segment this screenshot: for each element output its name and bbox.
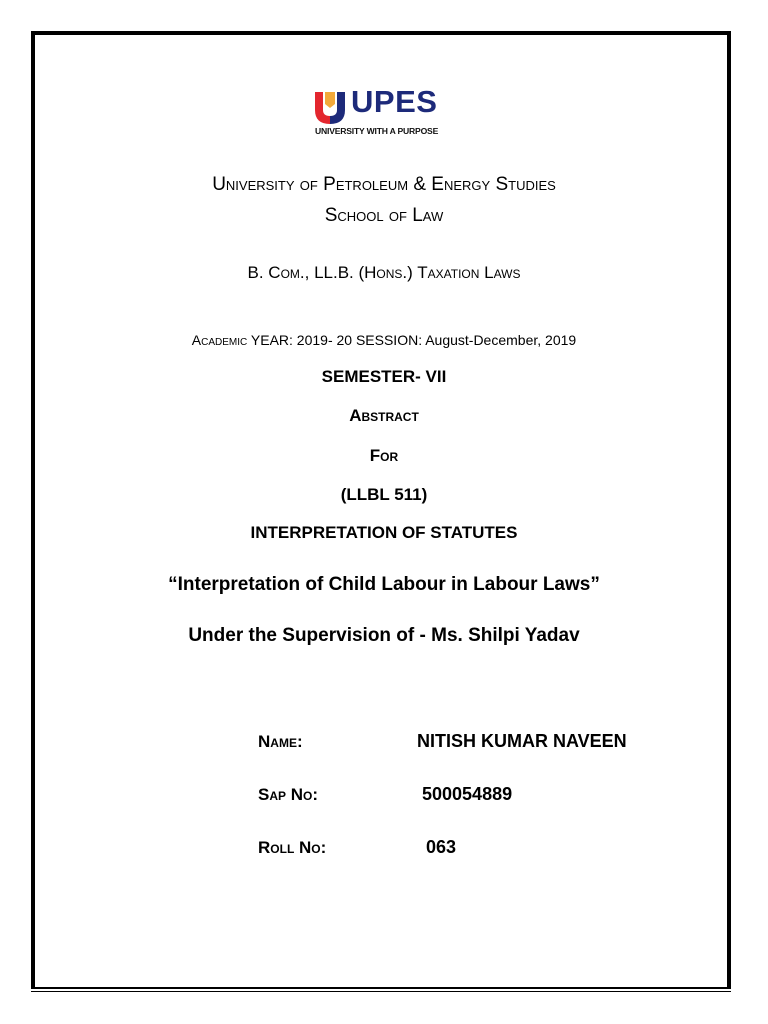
academic-session xyxy=(0,332,768,348)
sap-number-value: 500054889 xyxy=(422,784,513,804)
student-name-value: NITISH KUMAR NAVEEN xyxy=(417,731,627,751)
document-type: Abstract xyxy=(349,406,419,425)
sap-number-label: Sap No: xyxy=(258,785,319,804)
academic-label: Academic xyxy=(191,332,248,348)
roll-number-value: 063 xyxy=(426,837,457,857)
degree-title: B. Com., LL.B. (Hons.) Taxation Laws xyxy=(247,263,521,282)
logo-wordmark: UPES xyxy=(351,84,438,119)
for-label: For xyxy=(369,446,399,465)
logo-tagline: UNIVERSITY WITH A PURPOSE xyxy=(315,126,439,136)
course-code: (LLBL 511) xyxy=(340,485,428,504)
university-name: University of Petroleum & Energy Studies xyxy=(212,174,556,195)
bottom-rule xyxy=(31,991,731,992)
academic-details: YEAR: 2019- 20 SESSION: August-December, 2019 xyxy=(250,332,577,348)
roll-number-label: Roll No: xyxy=(258,838,327,857)
abstract-topic: “Interpretation of Child Labour in Labour Laws” xyxy=(168,574,600,595)
upes-logo-mark-icon xyxy=(313,90,347,124)
supervisor-line: Under the Supervision of - Ms. Shilpi Yadav xyxy=(188,625,580,646)
student-name-label: Name: xyxy=(258,732,303,751)
course-title: INTERPRETATION OF STATUTES xyxy=(250,523,518,542)
upes-logo xyxy=(313,84,463,144)
semester: SEMESTER- VII xyxy=(321,367,447,386)
school-name: School of Law xyxy=(324,205,444,226)
